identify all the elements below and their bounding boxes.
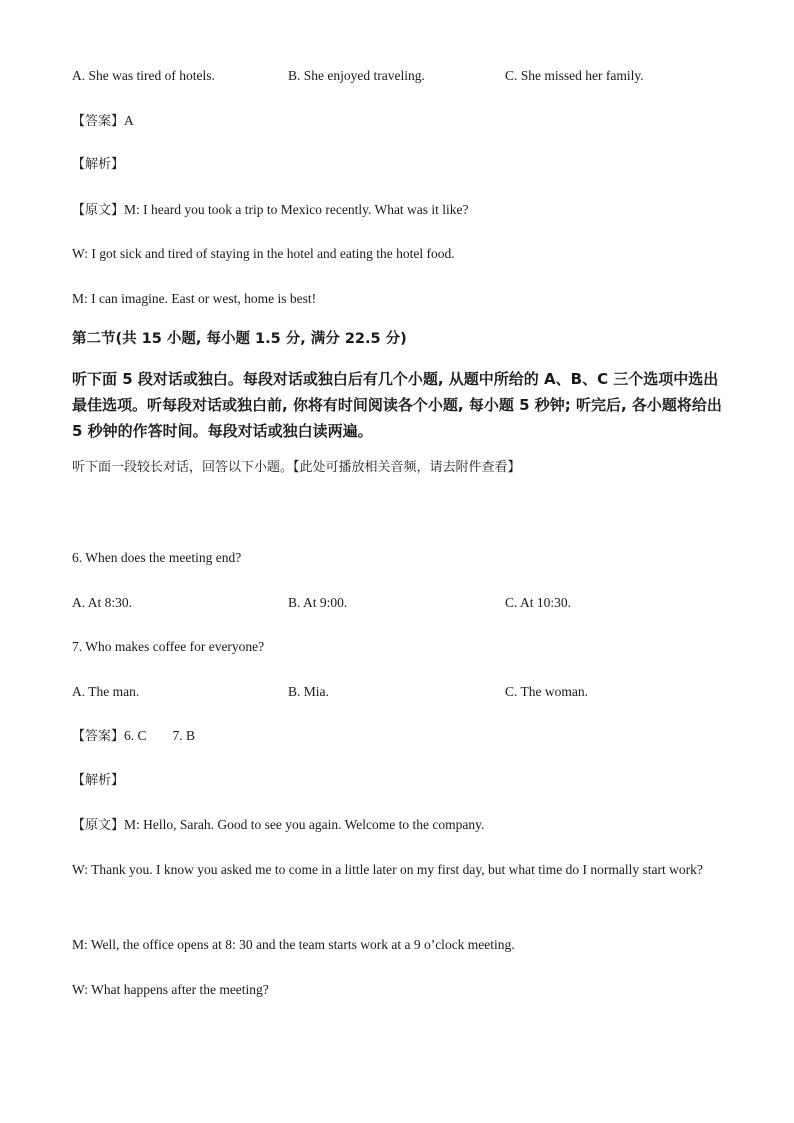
answer-value: A xyxy=(124,113,134,128)
q6-option-c: C. At 10:30. xyxy=(505,595,572,610)
transcript-tag: 【原文】 xyxy=(72,203,125,218)
transcript-line: W: I got sick and tired of staying in the hotel and eating the hotel food. xyxy=(72,246,455,261)
q6-option-a: A. At 8:30. xyxy=(72,595,133,610)
q7-option-a: A. The man. xyxy=(72,684,140,699)
transcript-text: M: I heard you took a trip to Mexico recently. What was it like? xyxy=(124,202,469,217)
section-note: 听下面一段较长对话，回答以下小题。【此处可播放相关音频，请去附件查看】 xyxy=(72,460,521,475)
answer-tag: 【答案】 xyxy=(72,729,125,744)
analysis-tag: 【解析】 xyxy=(72,157,125,172)
transcript-line xyxy=(72,815,484,836)
q5-option-b: B. She enjoyed traveling. xyxy=(288,68,425,83)
q6-option-b: B. At 9:00. xyxy=(288,595,348,610)
section-title: 第二节(共 15 小题, 每小题 1.5 分, 满分 22.5 分) xyxy=(72,331,407,347)
section-instructions: 听下面 5 段对话或独白。每段对话或独白后有几个小题, 从题中所给的 A、B、C 三个选项中选出最佳选项。听每段对话或独白前, 你将有时间阅读各个小题, 每小题 5 秒钟; 听完后, 各小题将给出 5 秒钟的作答时间。每段对话或独白读两遍。 xyxy=(72,370,722,440)
q7-stem: 7. Who makes coffee for everyone? xyxy=(72,639,265,654)
q7-option-c: C. The woman. xyxy=(505,684,588,699)
q7-option-b: B. Mia. xyxy=(288,684,329,699)
transcript-line: W: What happens after the meeting? xyxy=(72,982,269,997)
answer-tag: 【答案】 xyxy=(72,114,125,129)
answer-line xyxy=(72,726,195,747)
transcript-line: M: I can imagine. East or west, home is best! xyxy=(72,291,317,306)
analysis-tag: 【解析】 xyxy=(72,773,125,788)
transcript-text: M: Hello, Sarah. Good to see you again. Welcome to the company. xyxy=(124,817,485,832)
answer-line xyxy=(72,111,134,132)
q5-option-c: C. She missed her family. xyxy=(505,68,644,83)
transcript-line: W: Thank you. I know you asked me to come in a little later on my first day, but what time do I normally start work? xyxy=(72,862,703,877)
q6-stem: 6. When does the meeting end? xyxy=(72,550,242,565)
transcript-line: M: Well, the office opens at 8: 30 and the team starts work at a 9 o’clock meeting. xyxy=(72,937,515,952)
answer-q6: 6. C xyxy=(124,728,147,743)
q5-option-a: A. She was tired of hotels. xyxy=(72,68,215,83)
answer-q7: 7. B xyxy=(172,728,196,743)
transcript-tag: 【原文】 xyxy=(72,818,125,833)
transcript-line xyxy=(72,200,469,221)
